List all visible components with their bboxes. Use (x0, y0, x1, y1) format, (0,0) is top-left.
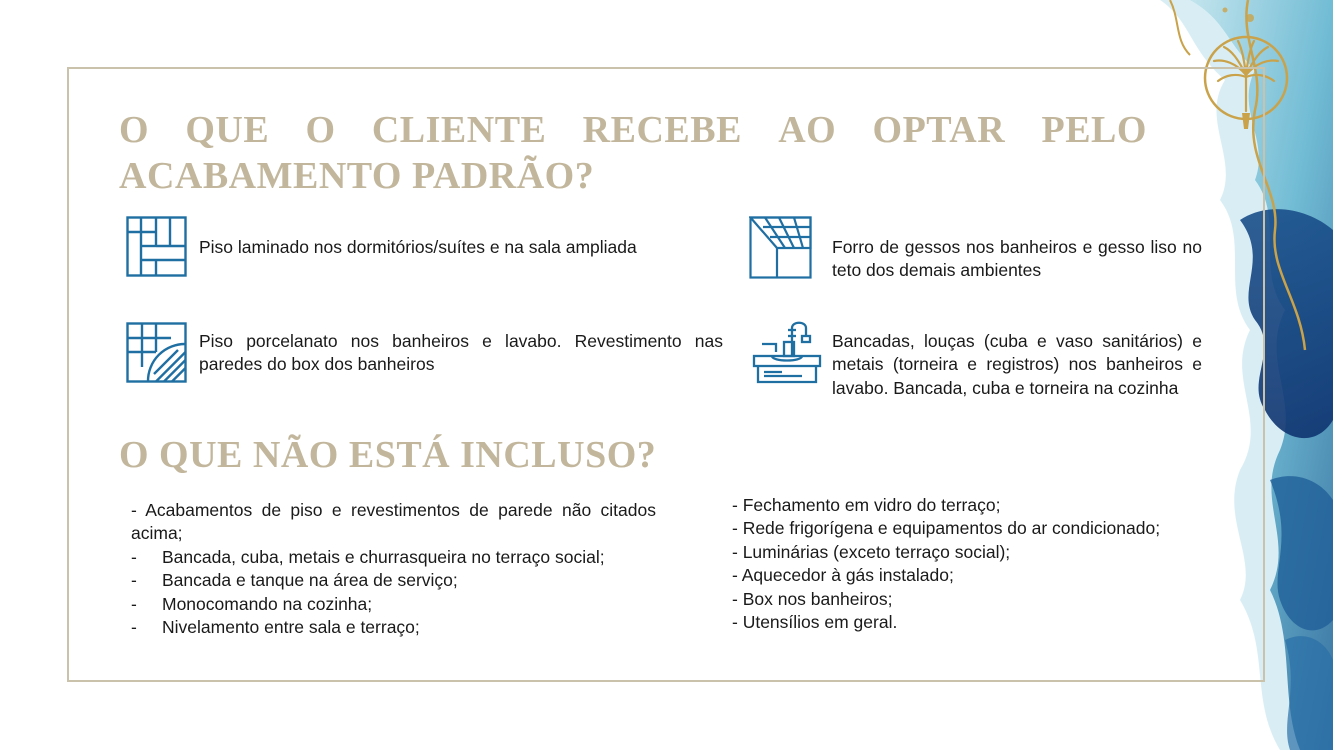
list-item-text: Bancada e tanque na área de serviço; (162, 570, 458, 591)
list-item: - Aquecedor à gás instalado; (732, 565, 954, 586)
heading-word: PELO (1041, 109, 1147, 151)
list-item (131, 569, 656, 592)
not-included-list-left (131, 499, 656, 639)
list-item-text: Monocomando na cozinha; (162, 593, 373, 614)
list-dash: - (131, 593, 137, 614)
main-heading (119, 107, 1147, 199)
list-item: - Rede frigorígena e equipamentos do ar condicionado; (732, 518, 1161, 539)
heading-word: OPTAR (872, 109, 1006, 151)
not-included-heading: O QUE NÃO ESTÁ INCLUSO? (119, 434, 657, 476)
ceiling-icon (749, 216, 812, 279)
list-dash: - (131, 617, 137, 638)
list-item-text: Bancada, cuba, metais e churrasqueira no terraço social; (162, 546, 605, 567)
list-item: - Utensílios em geral. (732, 612, 898, 633)
list-item: - Box nos banheiros; (732, 588, 893, 609)
heading-word: O (119, 109, 150, 151)
heading-word: O (305, 109, 336, 151)
list-item: - Fechamento em vidro do terraço; (732, 495, 1001, 515)
main-heading-line1 (119, 107, 1147, 153)
feature-faucet-text: Bancadas, louças (cuba e vaso sanitários) e metais (torneira e registros) nos banheiros e lavabo. Bancada, cuba e torneira na cozinha (832, 331, 1202, 398)
heading-word: AO (778, 109, 837, 151)
list-item (131, 593, 656, 616)
list-dash: - (131, 570, 137, 591)
not-included-list-right (732, 494, 1232, 634)
heading-word: RECEBE (582, 109, 742, 151)
list-item (131, 616, 656, 639)
list-item (131, 546, 656, 569)
heading-word: CLIENTE (371, 109, 547, 151)
list-item: - Acabamentos de piso e revestimentos de parede não citados acima; (131, 500, 656, 544)
list-item: - Luminárias (exceto terraço social); (732, 541, 1011, 562)
faucet-sink-icon (752, 318, 822, 386)
list-dash: - (131, 546, 137, 567)
laminate-floor-icon (126, 216, 187, 277)
list-item-text: Nivelamento entre sala e terraço; (162, 617, 420, 638)
porcelain-tile-icon (126, 322, 187, 383)
feature-ceiling-text: Forro de gessos nos banheiros e gesso liso no teto dos demais ambientes (832, 237, 1202, 281)
heading-word: QUE (185, 109, 270, 151)
feature-laminate-text: Piso laminado nos dormitórios/suítes e na sala ampliada (199, 237, 637, 257)
main-heading-line2: ACABAMENTO PADRÃO? (119, 155, 595, 197)
feature-porcelain-text: Piso porcelanato nos banheiros e lavabo. Revestimento nas paredes do box dos banheiros (199, 331, 723, 375)
